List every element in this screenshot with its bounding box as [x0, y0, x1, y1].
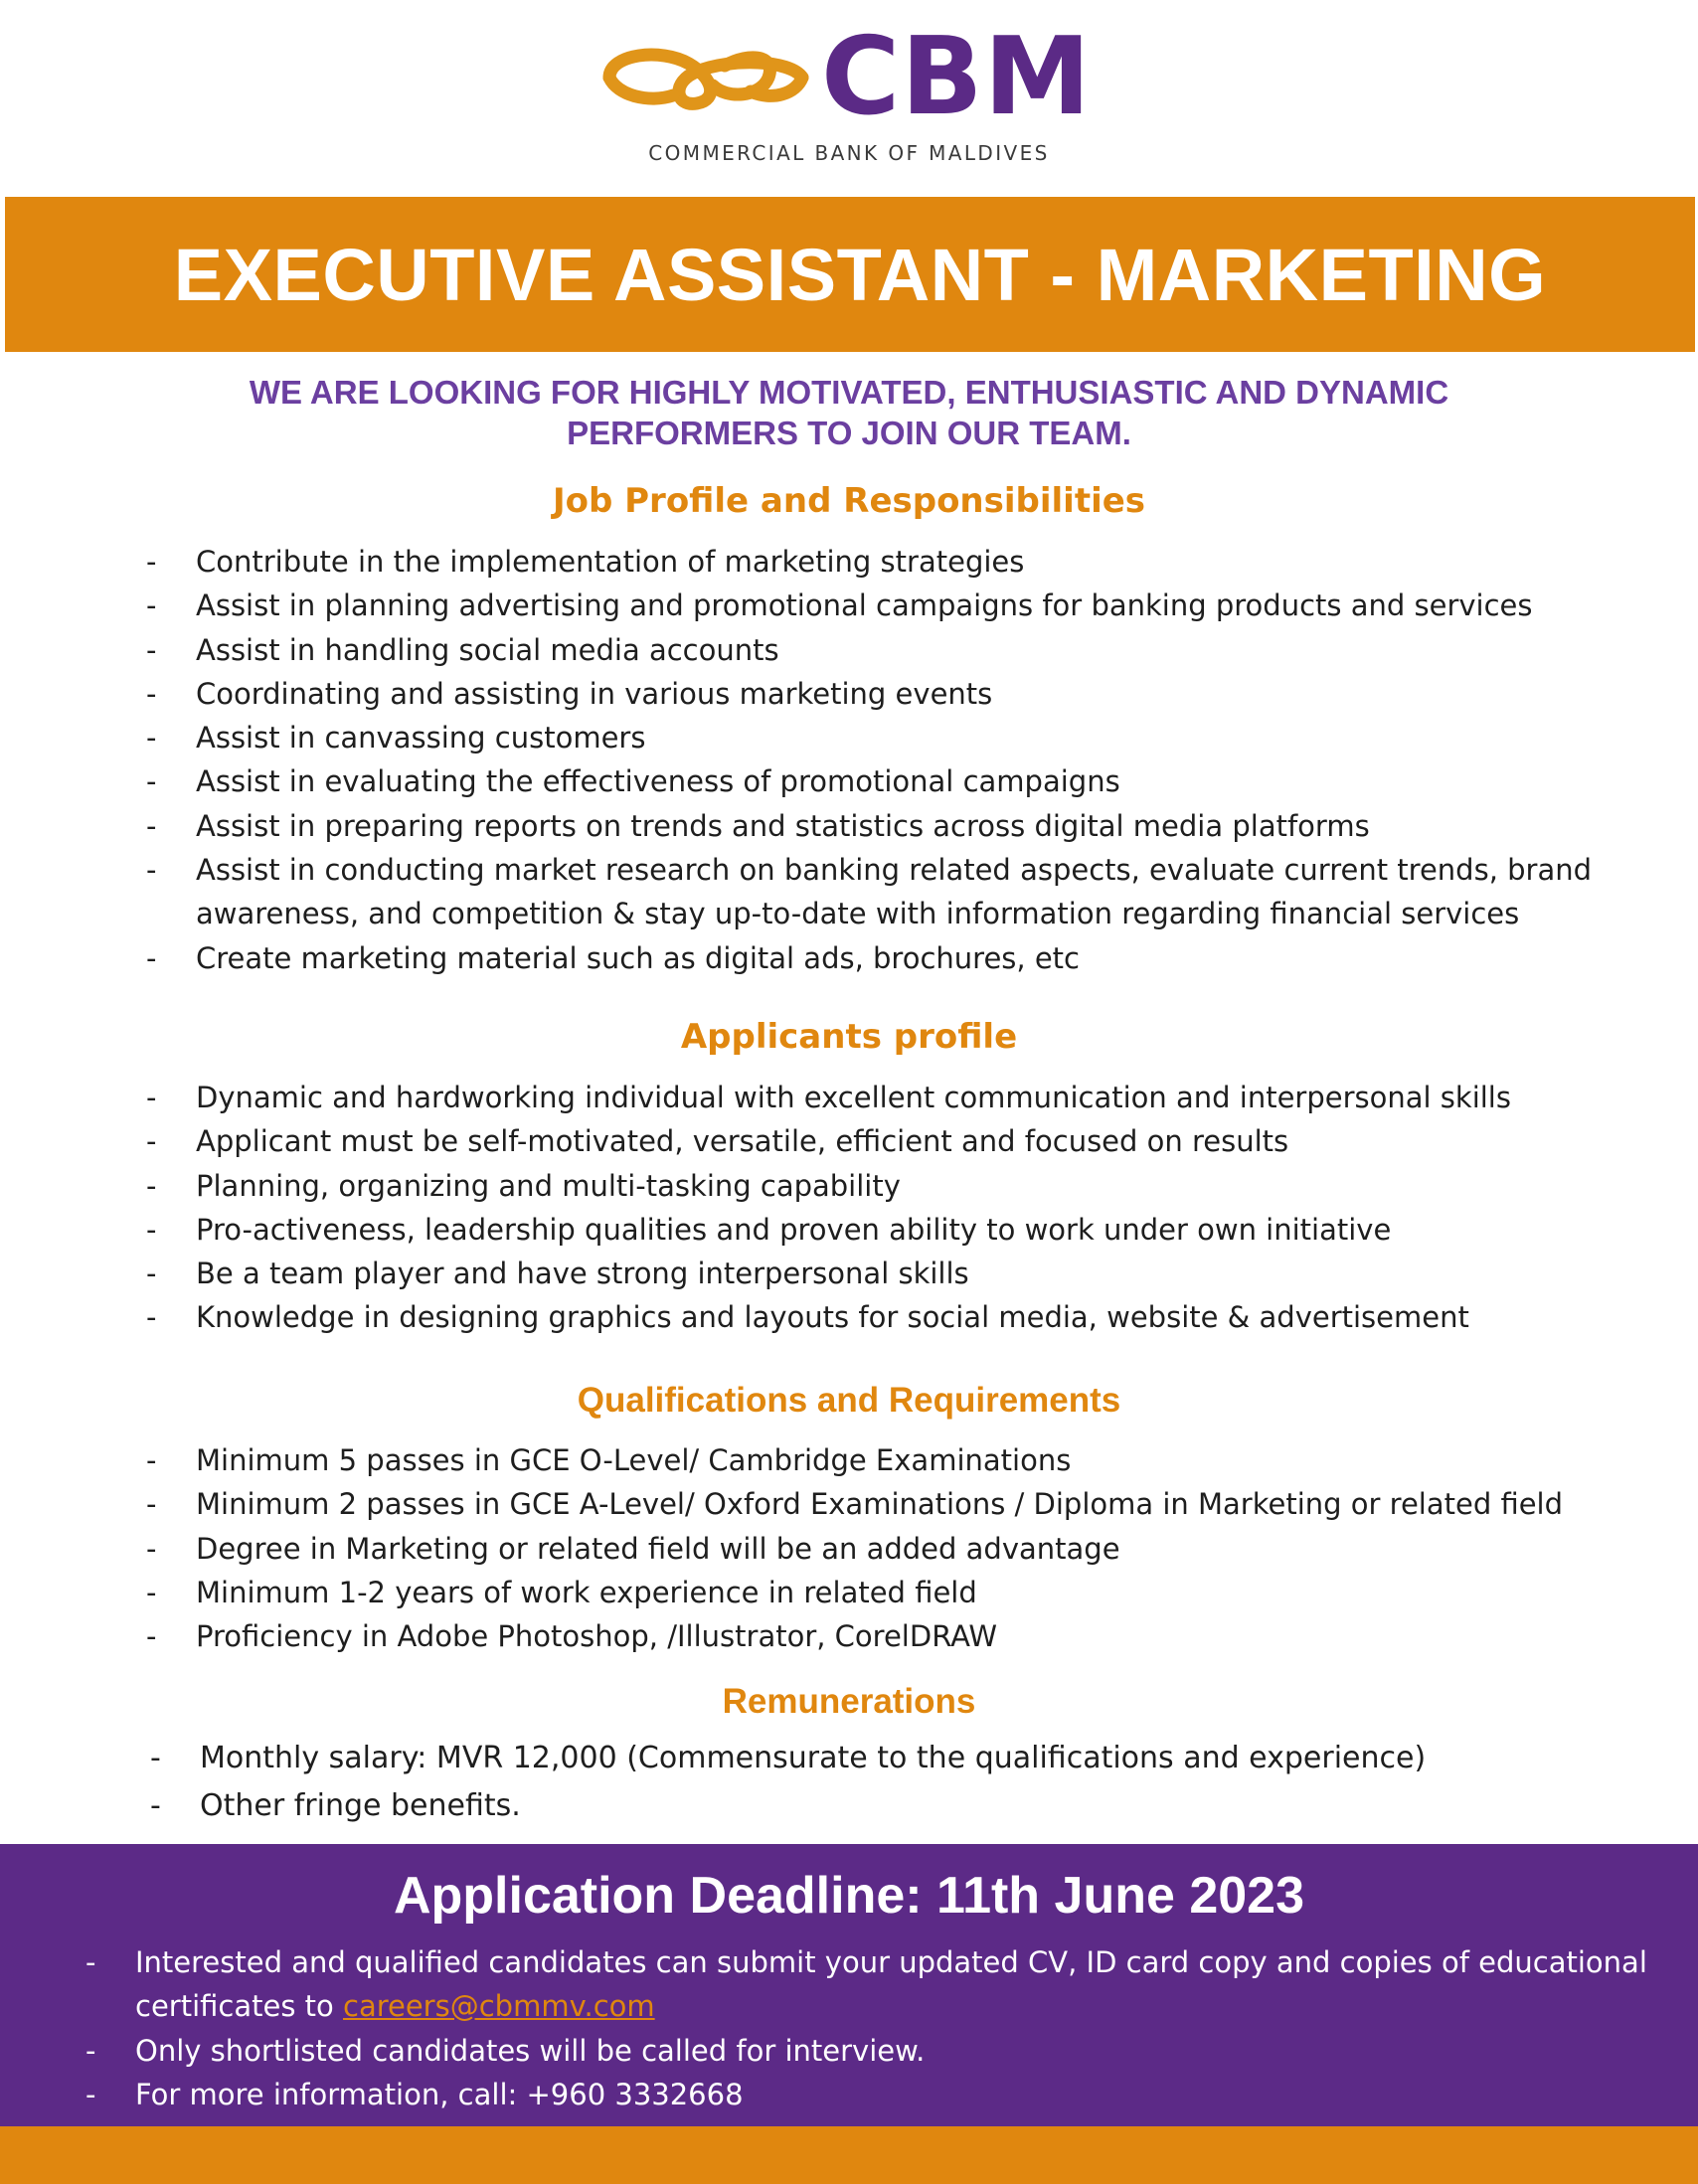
tagline-line-1: WE ARE LOOKING FOR HIGHLY MOTIVATED, ENTHUSIASTIC AND DYNAMIC — [249, 374, 1449, 411]
list-item: - Only shortlisted candidates will be called for interview. — [85, 2033, 926, 2068]
job-profile-heading: Job Profile and Responsibilities — [552, 481, 1146, 521]
list-item: - Proficiency in Adobe Photoshop, /Illustrator, CorelDRAW — [146, 1619, 998, 1654]
list-item: - Assist in evaluating the effectiveness of promotional campaigns — [146, 764, 1120, 799]
list-item: - Assist in planning advertising and promotional campaigns for banking products and services — [146, 588, 1533, 623]
application-instructions-list — [85, 1940, 1666, 2116]
deadline-heading: Application Deadline: 11th June 2023 — [393, 1867, 1305, 1925]
shortlist-note: Only shortlisted candidates will be called for interview. — [135, 2033, 926, 2068]
applicants-profile-list — [146, 1076, 1637, 1340]
remunerations-heading: Remunerations — [722, 1682, 976, 1721]
tagline — [0, 372, 1698, 453]
knot-logo-icon — [601, 38, 810, 117]
list-item: - Contribute in the implementation of marketing strategies — [146, 545, 1025, 579]
list-item: - Applicant must be self-motivated, versatile, efficient and focused on results — [146, 1124, 1289, 1159]
bank-name: COMMERCIAL BANK OF MALDIVES — [648, 141, 1050, 165]
list-item: - Monthly salary: MVR 12,000 (Commensurate to the qualifications and experience) — [150, 1741, 1427, 1775]
list-item: - Assist in handling social media accounts — [146, 632, 779, 667]
list-item: - For more information, call: +960 3332668 — [85, 2077, 744, 2111]
applicants-profile-heading: Applicants profile — [680, 1017, 1018, 1057]
list-item: - Other fringe benefits. — [150, 1788, 521, 1823]
job-title: EXECUTIVE ASSISTANT - MARKETING — [173, 233, 1547, 316]
list-item: - Coordinating and assisting in various marketing events — [146, 676, 993, 711]
logo-wordmark: CBM — [821, 15, 1093, 139]
application-deadline-panel — [0, 1844, 1698, 2126]
job-responsibilities-list — [146, 540, 1637, 980]
remunerations-list — [150, 1735, 1641, 1830]
list-item: - Knowledge in designing graphics and layouts for social media, website & advertisement — [146, 1300, 1469, 1335]
list-item: - Minimum 2 passes in GCE A-Level/ Oxford Examinations / Diploma in Marketing or related field — [146, 1487, 1564, 1522]
list-item: - Planning, organizing and multi-tasking capability — [146, 1168, 901, 1203]
list-item: - Interested and qualified candidates can submit your updated CV, ID card copy and copies of educational certificates to careers@cbmmv.com — [85, 1945, 1647, 2024]
list-item: - Minimum 5 passes in GCE O-Level/ Cambridge Examinations — [146, 1443, 1072, 1477]
list-item: - Be a team player and have strong interpersonal skills — [146, 1257, 969, 1291]
qualifications-list — [146, 1438, 1637, 1658]
contact-phone: For more information, call: +960 3332668 — [135, 2077, 744, 2111]
careers-email-link[interactable]: careers@cbmmv.com — [343, 1989, 655, 2024]
list-item: - Create marketing material such as digital ads, brochures, etc — [146, 940, 1080, 975]
qualifications-heading: Qualifications and Requirements — [577, 1381, 1121, 1420]
list-item: - Assist in preparing reports on trends and statistics across digital media platforms — [146, 808, 1370, 843]
list-item: - Dynamic and hardworking individual with excellent communication and interpersonal skills — [146, 1081, 1511, 1114]
list-item: - Assist in canvassing customers — [146, 721, 646, 756]
list-item: - Assist in conducting market research on banking related aspects, evaluate current trends, brand awareness, and competition & stay up-to-date with information regarding financial services — [146, 853, 1593, 931]
list-item: - Minimum 1-2 years of work experience in related field — [146, 1575, 977, 1609]
tagline-line-2: PERFORMERS TO JOIN OUR TEAM. — [567, 415, 1131, 451]
cbm-logo — [0, 0, 1698, 189]
list-item: - Pro-activeness, leadership qualities and proven ability to work under own initiative — [146, 1212, 1392, 1247]
footer-bar — [0, 2126, 1698, 2184]
list-item: - Degree in Marketing or related field will be an added advantage — [146, 1531, 1120, 1566]
apply-instructions: Interested and qualified candidates can submit your updated CV, ID card copy and copies of educational certificates to — [135, 1945, 1647, 2024]
title-banner — [5, 197, 1695, 352]
